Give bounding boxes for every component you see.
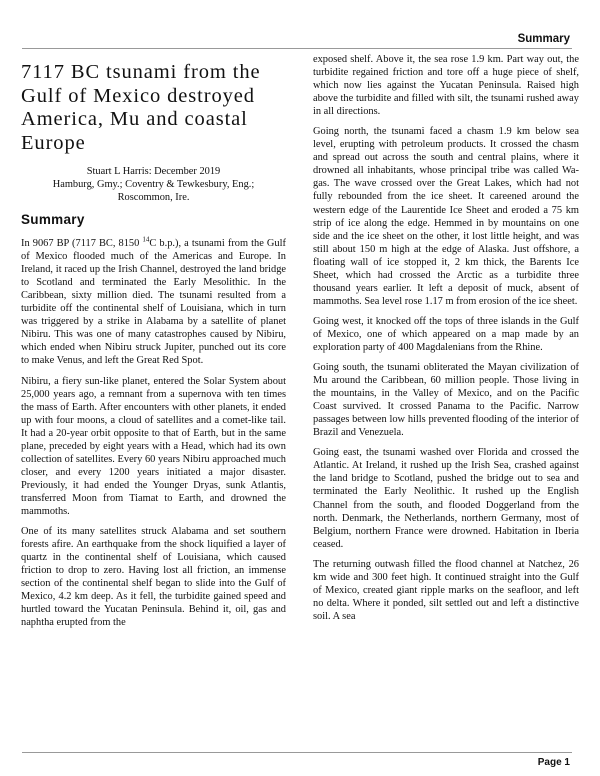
section-heading: Summary: [21, 212, 85, 227]
paragraph-4: exposed shelf. Above it, the sea rose 1.9 km. Part way out, the turbidite regained friction and tore off a huge piece of shelf, which now lies against the Yucatan Peninsula. Raised high above the turbidite and filled with silt, the tsunami rushed away in all directions.: [313, 54, 579, 118]
paper-title: 7117 BC tsunami from the Gulf of Mexico destroyed America, Mu and coastal Europe: [21, 61, 261, 154]
paragraph-9: The returning outwash filled the flood channel at Natchez, 26 km wide and 300 feet high. It continued straight into the Gulf of Mexico, created giant ripple marks on the seafloor, and left no delta. Where it ponded, silt settled out and left a distinctive soil. A sea: [313, 558, 579, 622]
running-header: Summary: [517, 33, 570, 45]
paragraph-8: Going east, the tsunami washed over Florida and crossed the Atlantic. At Ireland, it rushed up the Irish Sea, crashed against the land bridge to Scotland, pushed the bridge out to sea and terminated the Early Neolithic. It rushed up the English Channel from the south, and flooded Doggerland from the north. Denmark, the Netherlands, northern Germany, most of Belgium, northern France were drowned. Habitation in Iberia ceased.: [313, 447, 579, 550]
p1-text-end: C b.p.), a tsunami from the Gulf of Mexico flooded much of the Americas and Europe. In Ireland, it raced up the Irish Channel, destroyed the land bridge to Scotland and terminated the Early Mesolithic. In the Caribbean, sixty million died. The tsunami resulted from a turbidite off the continental shelf of Louisiana, which in turn was triggered by a strike in Alabama by a satellite of planet Nibiru. This was one of many catastrophes caused by Nibiru, which ended when Nibiru struck Jupiter, punched out its core to make Venus, and left the Great Red Spot.: [21, 238, 286, 367]
affiliation-line-1: Hamburg, Gmy.; Coventry & Tewkesbury, Eng.;: [52, 179, 255, 190]
paragraph-6: Going west, it knocked off the tops of three islands in the Gulf of Mexico, one of which appeared on a map made by an exploration party of 400 Magdalenians from the Rhine.: [313, 315, 579, 353]
p1-text-start: In 9067 BP (7117 BC, 8150: [21, 238, 143, 250]
paragraph-3: One of its many satellites struck Alabama and set southern forests afire. An earthquake from the shock liquified a layer of quartz in the continental shelf of Louisiana, which caused friction to drop to zero. Having lost all friction, an immense section of the continental shelf began to slide into the Gulf of Mexico, 4.2 km deep. As it fell, the turbidite gained speed and hurtled toward the Yucatan Peninsula. Behind it, oil, gas and naphtha erupted from the: [21, 526, 286, 629]
page-number: Page 1: [537, 757, 570, 768]
byline: [21, 165, 286, 204]
author-line: Stuart L Harris: December 2019: [86, 166, 221, 177]
footer-rule: [22, 752, 572, 753]
paragraph-1: [21, 237, 286, 367]
p1-superscript: 14: [142, 235, 150, 244]
header-rule: [22, 48, 572, 49]
paragraph-5: Going north, the tsunami faced a chasm 1.9 km below sea level, erupting with petroleum products. It crossed the chasm and spread out across the south and central plains, where it drowned all inhabitants, whose principal tribe was called Wa-gas. The wave crossed over the Great Lakes, which had not fully rebounded from the ice sheet. It careened around the western edge of the Laurentide Ice Sheet and eroded a 75 km strip of ice along the edge. Hemmed in by mountains on one side and the ice sheet on the other, it lost little height, and was still about 150 m high at the edge of Alaska. Just offshore, a floating wall of ice stopped it, 2 km thick, the Barents Ice Sheet, which had crossed the Arctic as a turbidite three thousand years earlier. It left a deposit of muck, absent of mammoths. Sea level rose 1.17 m from erosion of the ice sheet.: [313, 126, 579, 307]
left-column: [21, 61, 286, 636]
paragraph-7: Going south, the tsunami obliterated the Mayan civilization of Mu around the Caribbean, 60 million people. Those living in the mountains, in the Valley of Mexico, and on the Pacific Coast survived. It crossed Panama to the Pacific. Narrow passages between low hills prevented flooding of the interior of Brazil and Venezuela.: [313, 362, 579, 439]
right-column: [313, 53, 579, 630]
affiliation-line-2: Roscommon, Ire.: [117, 192, 190, 203]
paragraph-2: Nibiru, a fiery sun-like planet, entered the Solar System about 25,000 years ago, a remnant from a supernova with ten times the mass of Earth. After encounters with other planets, it ended up with four moons, a cloud of satellites and a comet-like tail. It had a 20-year orbit opposite to that of Earth, but in the same plane, preceded by eight years with a Head, which had its own collection of satellites. Every 60 years Nibiru approached much closer, and every 1200 years initiated a major disaster. Previously, it had ended the Younger Dryas, sunk Atlantis, transferred Moon from Tiamat to Earth, and drowned the mammoths.: [21, 375, 286, 517]
